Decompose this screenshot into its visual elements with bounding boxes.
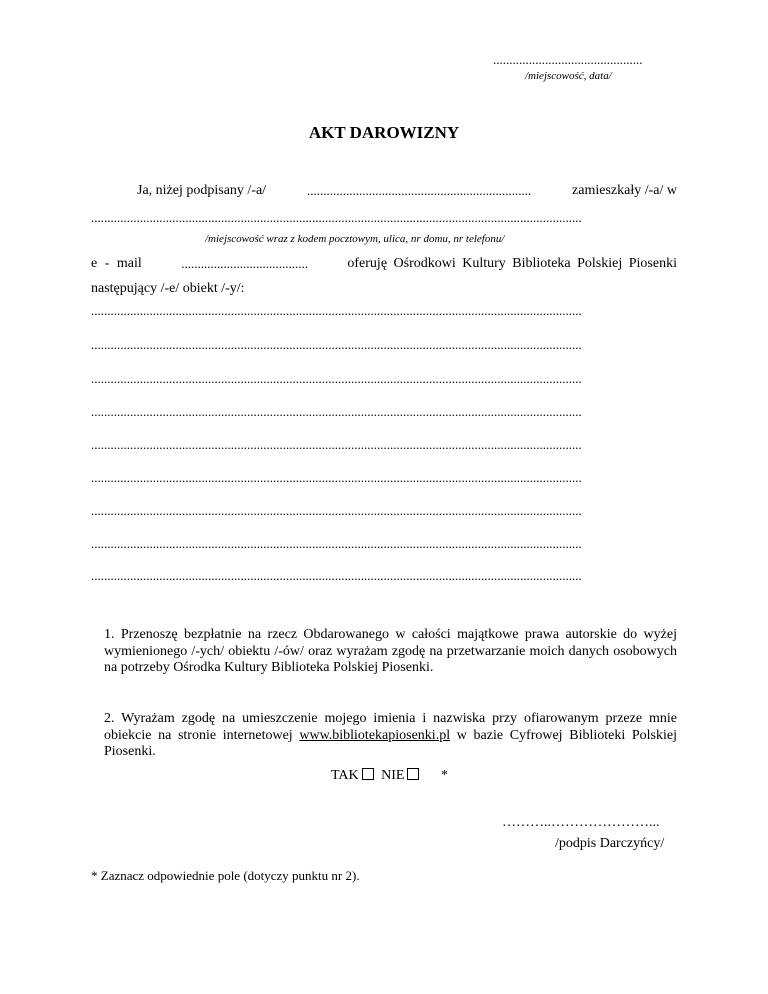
signature-line[interactable]: ………..…………………...	[502, 815, 660, 830]
point-2-text: 2. Wyrażam zgodę na umieszczenie mojego imienia i nazwiska przy ofiarowanym przeze mnie obiekcie na stronie internetowej	[104, 711, 677, 743]
object-label: następujący /-e/ obiekt /-y/:	[91, 281, 245, 296]
address-caption: /miejscowość wraz z kodem pocztowym, ulica, nr domu, nr telefonu/	[205, 233, 505, 245]
asterisk: *	[440, 768, 448, 783]
address-field[interactable]: .......................................................................................................................................................	[91, 210, 582, 225]
declaration-prefix: Ja, niżej podpisany /-a/	[137, 183, 267, 198]
object-line[interactable]: .......................................................................................................................................................	[91, 371, 582, 386]
email-line	[91, 256, 677, 272]
object-line[interactable]: .......................................................................................................................................................	[91, 303, 582, 318]
email-label: e - mail	[91, 256, 142, 271]
name-field[interactable]: .....................................................................	[306, 183, 532, 198]
place-date-caption: /miejscowość, data/	[525, 70, 612, 82]
no-checkbox[interactable]	[407, 768, 419, 780]
point-2-text-end: w bazie Cyfrowej Biblioteki Polskiej Piosenki.	[104, 727, 678, 759]
declaration-line-1	[137, 183, 677, 199]
no-label: NIE	[381, 768, 405, 783]
point-2	[104, 711, 677, 761]
page-title: AKT DAROWIZNY	[308, 123, 460, 142]
point-1: 1. Przenoszę bezpłatnie na rzecz Obdarowanego w całości majątkowe prawa autorskie do wyżej wymienionego /-ych/ obiektu /-ów/ oraz wyrażam zgodę na przetwarzanie moich danych osobowych na potrzeby Ośrodka Kultury Biblioteka Polskiej Piosenki.	[104, 627, 677, 675]
object-line[interactable]: .......................................................................................................................................................	[91, 568, 582, 583]
email-field[interactable]: .......................................	[181, 256, 308, 271]
object-line[interactable]: .......................................................................................................................................................	[91, 503, 582, 518]
signature-caption: /podpis Darczyńcy/	[555, 836, 665, 851]
footnote: * Zaznacz odpowiednie pole (dotyczy punktu nr 2).	[91, 868, 360, 883]
website-link[interactable]: www.bibliotekapiosenki.pl	[299, 727, 451, 743]
consent-row	[331, 768, 448, 784]
object-line[interactable]: .......................................................................................................................................................	[91, 470, 582, 485]
object-line[interactable]: .......................................................................................................................................................	[91, 536, 582, 551]
object-line[interactable]: .......................................................................................................................................................	[91, 437, 582, 452]
offer-text: oferuję Ośrodkowi Kultury Biblioteka Polskiej Piosenki	[347, 256, 677, 271]
object-line[interactable]: .......................................................................................................................................................	[91, 404, 582, 419]
declaration-residence: zamieszkały /-a/ w	[572, 183, 677, 198]
yes-label: TAK	[331, 768, 359, 783]
object-line[interactable]: .......................................................................................................................................................	[91, 337, 582, 352]
yes-checkbox[interactable]	[362, 768, 374, 780]
place-date-line[interactable]: ..............................................	[493, 52, 643, 67]
